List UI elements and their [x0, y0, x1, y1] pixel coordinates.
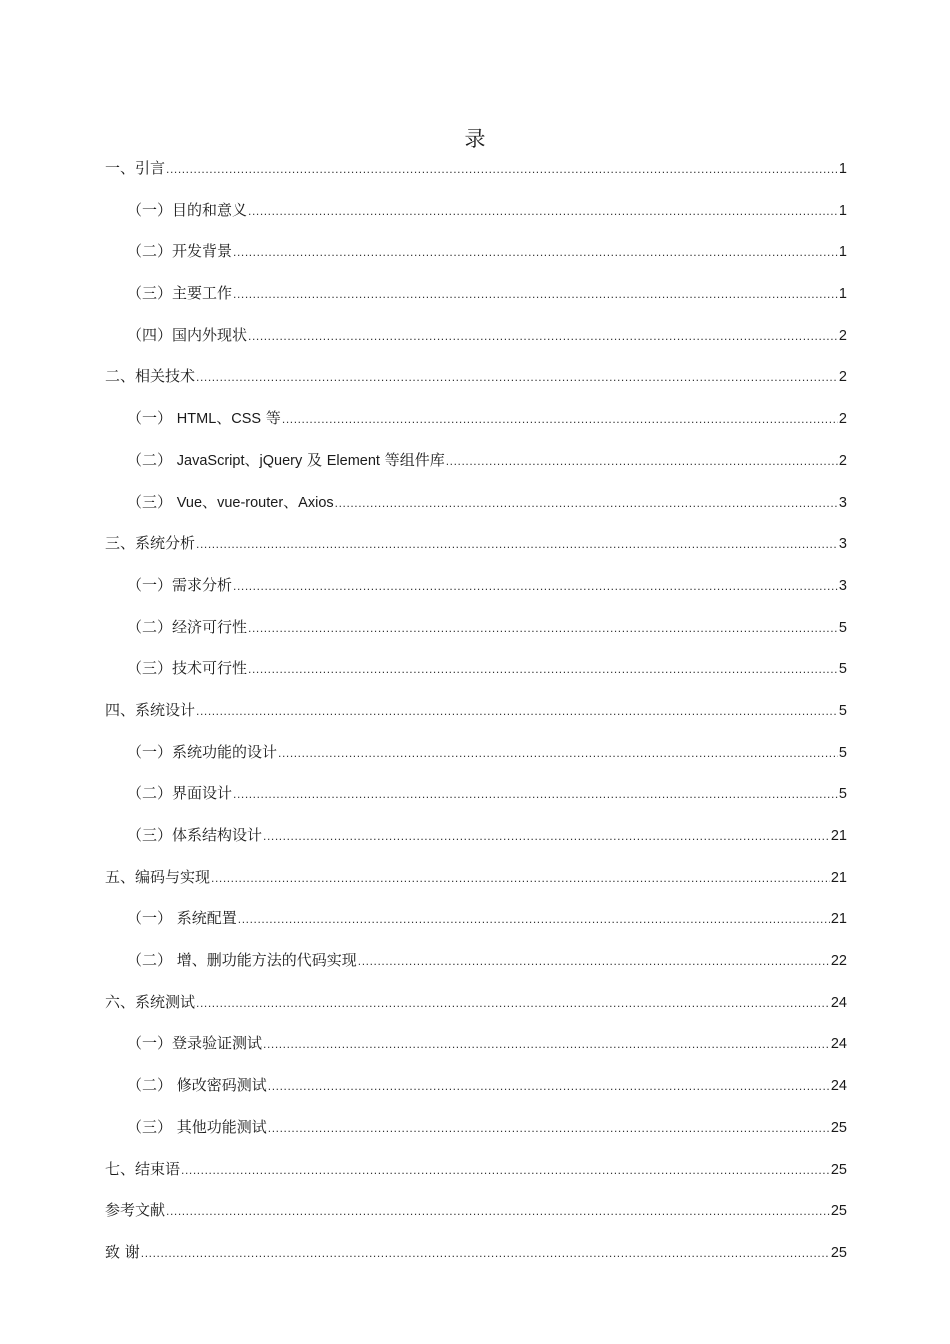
toc-entry-label: （二） 增、删功能方法的代码实现	[127, 951, 357, 970]
toc-entry-label: （三）技术可行性	[127, 659, 248, 678]
toc-page-number: 5	[838, 619, 847, 636]
toc-entry-6-3[interactable]	[105, 1107, 847, 1149]
toc-entry-label: （一） HTML、CSS 等	[127, 409, 281, 428]
toc-entry-acknowledgements[interactable]	[105, 1232, 847, 1274]
toc-dot-leader	[263, 1024, 830, 1066]
toc-entry-3[interactable]	[105, 523, 847, 565]
toc-dot-leader	[233, 566, 838, 608]
toc-entry-1-3[interactable]	[105, 273, 847, 315]
toc-page-number: 2	[838, 369, 847, 386]
toc-page-number: 2	[838, 452, 847, 469]
toc-entry-3-2[interactable]	[105, 607, 847, 649]
toc-entry-1-4[interactable]	[105, 315, 847, 357]
toc-page-number: 5	[838, 702, 847, 719]
toc-entry-label: 七、结束语	[105, 1159, 181, 1178]
toc-entry-2-2[interactable]	[105, 440, 847, 482]
toc-page-number: 24	[830, 1078, 847, 1095]
toc-dot-leader	[211, 858, 830, 900]
toc-entry-label: （二）开发背景	[127, 242, 233, 261]
toc-page-number: 25	[830, 1161, 847, 1178]
toc-entry-6[interactable]	[105, 982, 847, 1024]
toc-entry-6-1[interactable]	[105, 1023, 847, 1065]
toc-dot-leader	[238, 899, 830, 941]
toc-entry-label: （一）目的和意义	[127, 200, 248, 219]
toc-entry-4[interactable]	[105, 690, 847, 732]
toc-entry-3-3[interactable]	[105, 648, 847, 690]
toc-dot-leader	[446, 441, 838, 483]
toc-page-number: 5	[838, 744, 847, 761]
toc-page-number: 3	[838, 577, 847, 594]
toc-page-number: 1	[838, 286, 847, 303]
toc-page-number: 21	[830, 911, 847, 928]
toc-dot-leader	[181, 1150, 830, 1192]
toc-entry-label: （二） JavaScript、jQuery 及 Element 等组件库	[127, 450, 445, 469]
toc-dot-leader	[248, 316, 838, 358]
toc-page-number: 21	[830, 828, 847, 844]
toc-dot-leader	[268, 1066, 830, 1108]
toc-entry-label: （三）体系结构设计	[127, 826, 263, 844]
toc-dot-leader	[335, 483, 838, 525]
toc-entry-5-2[interactable]	[105, 940, 847, 982]
toc-page-number: 24	[830, 1036, 847, 1053]
toc-entry-3-1[interactable]	[105, 565, 847, 607]
toc-entry-1-2[interactable]	[105, 231, 847, 273]
toc-entry-2-3[interactable]	[105, 482, 847, 524]
toc-entry-4-1[interactable]	[105, 732, 847, 774]
toc-entry-6-2[interactable]	[105, 1065, 847, 1107]
toc-entry-references[interactable]	[105, 1190, 847, 1232]
toc-entry-2-1[interactable]	[105, 398, 847, 440]
toc-page-number: 2	[838, 327, 847, 344]
toc-page-number: 2	[838, 411, 847, 428]
toc-entry-5-1[interactable]	[105, 898, 847, 940]
toc-entry-label: 六、系统测试	[105, 992, 196, 1011]
toc-page-number: 3	[838, 536, 847, 553]
toc-dot-leader	[166, 1191, 830, 1233]
toc-dot-leader	[278, 733, 838, 775]
toc-dot-leader	[196, 357, 838, 399]
toc-page-number: 21	[830, 869, 847, 886]
toc-dot-leader	[358, 941, 830, 983]
toc-entry-label: （一）登录验证测试	[127, 1034, 263, 1053]
toc-entry-7[interactable]	[105, 1149, 847, 1191]
toc-page-number: 25	[830, 1244, 847, 1261]
toc-page-number: 25	[830, 1203, 847, 1220]
toc-page-number: 24	[830, 994, 847, 1011]
toc-dot-leader	[248, 191, 838, 233]
toc-dot-leader	[268, 1108, 830, 1150]
toc-entry-label: （二）界面设计	[127, 784, 233, 803]
toc-entry-1-1[interactable]	[105, 190, 847, 232]
toc-dot-leader	[282, 399, 838, 441]
toc-entry-label: 四、系统设计	[105, 700, 196, 719]
toc-entry-2[interactable]	[105, 356, 847, 398]
toc-page-number: 5	[838, 786, 847, 803]
toc-page-number: 1	[838, 202, 847, 219]
toc-entry-1[interactable]	[105, 148, 847, 190]
toc-dot-leader	[233, 232, 838, 274]
toc-entry-4-2[interactable]	[105, 773, 847, 815]
toc-entry-label: 致 谢	[105, 1242, 140, 1261]
toc-page-number: 25	[830, 1119, 847, 1136]
toc-page-number: 1	[838, 244, 847, 261]
toc-entry-label: 一、引言	[105, 159, 166, 177]
toc-page-number: 1	[838, 161, 847, 177]
toc-entry-label: 二、相关技术	[105, 367, 196, 386]
toc-entry-label: 五、编码与实现	[105, 867, 211, 886]
toc-entry-label: （三） 其他功能测试	[127, 1117, 267, 1136]
toc-dot-leader	[196, 524, 838, 566]
toc-entry-label: （三） Vue、vue-router、Axios	[127, 492, 334, 511]
toc-title: 录	[464, 127, 486, 151]
toc-entry-label: （一）需求分析	[127, 575, 233, 594]
toc-dot-leader	[248, 608, 838, 650]
toc-entry-label: （三）主要工作	[127, 284, 233, 303]
toc-entry-label: （一） 系统配置	[127, 909, 237, 928]
toc-entry-label: （一）系统功能的设计	[127, 742, 278, 761]
toc-entry-label: 参考文献	[105, 1201, 166, 1220]
toc-entry-label: （二） 修改密码测试	[127, 1076, 267, 1095]
toc-entry-5[interactable]	[105, 857, 847, 899]
toc-dot-leader	[196, 983, 830, 1025]
toc-dot-leader	[166, 149, 838, 191]
toc-entry-label: 三、系统分析	[105, 534, 196, 553]
toc-entry-label: （四）国内外现状	[127, 325, 248, 344]
toc-entry-label: （二）经济可行性	[127, 617, 248, 636]
toc-dot-leader	[248, 649, 838, 691]
toc-page-number: 22	[830, 953, 847, 970]
table-of-contents	[105, 148, 847, 1274]
toc-entry-4-3[interactable]	[105, 815, 847, 857]
toc-page-number: 5	[838, 661, 847, 678]
toc-dot-leader	[263, 816, 830, 858]
toc-dot-leader	[233, 274, 838, 316]
toc-dot-leader	[233, 774, 838, 816]
toc-dot-leader	[196, 691, 838, 733]
toc-page-number: 3	[838, 494, 847, 511]
toc-dot-leader	[141, 1233, 830, 1275]
